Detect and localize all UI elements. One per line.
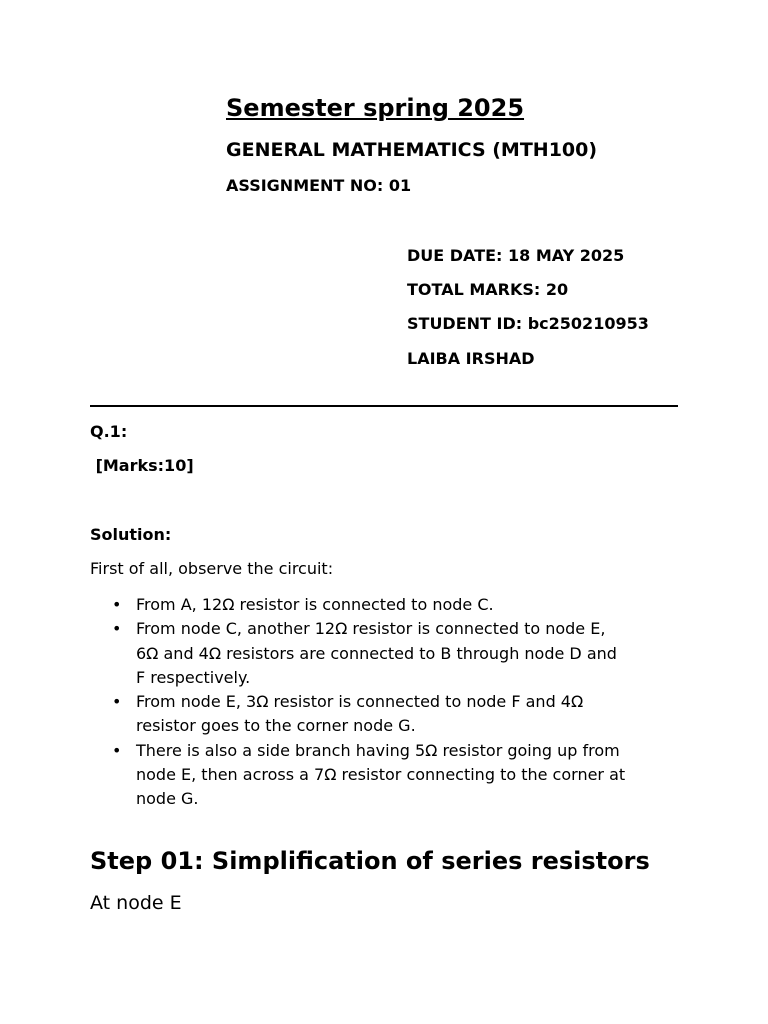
list-item-line: There is also a side branch having 5Ω resistor going up from <box>136 740 620 760</box>
bullet-icon: • <box>112 692 122 712</box>
list-item-line: node G. <box>136 789 199 809</box>
list-item <box>91 690 691 739</box>
total-marks: TOTAL MARKS: 20 <box>407 280 569 299</box>
list-item <box>91 593 691 617</box>
step-subheading: At node E <box>90 892 182 914</box>
list-item-line: node E, then across a 7Ω resistor connecting to the corner at <box>136 765 626 785</box>
question-marks: [Marks:10] <box>90 456 194 475</box>
due-date: DUE DATE: 18 MAY 2025 <box>407 246 625 265</box>
solution-heading: Solution: <box>90 525 172 544</box>
step-heading: Step 01: Simplification of series resistors <box>90 847 650 875</box>
list-item-line: From node E, 3Ω resistor is connected to node F and 4Ω <box>136 692 584 712</box>
question-label: Q.1: <box>90 422 128 441</box>
student-id: STUDENT ID: bc250210953 <box>407 314 649 333</box>
circuit-description-list <box>91 593 691 812</box>
solution-intro: First of all, observe the circuit: <box>90 559 334 578</box>
list-item <box>91 739 691 812</box>
horizontal-divider <box>90 405 678 407</box>
list-item-line: 6Ω and 4Ω resistors are connected to B through node D and <box>136 643 617 663</box>
bullet-icon: • <box>112 740 122 760</box>
bullet-icon: • <box>112 619 122 639</box>
list-item-line: From node C, another 12Ω resistor is connected to node E, <box>136 619 606 639</box>
list-item-line: resistor goes to the corner node G. <box>136 716 416 736</box>
list-item-line: F respectively. <box>136 667 251 687</box>
student-name: LAIBA IRSHAD <box>407 349 535 368</box>
bullet-icon: • <box>112 595 122 614</box>
document-title: Semester spring 2025 <box>226 94 525 122</box>
course-name: GENERAL MATHEMATICS (MTH100) <box>226 139 598 161</box>
assignment-number: ASSIGNMENT NO: 01 <box>226 176 412 195</box>
list-item <box>91 617 691 690</box>
list-item-line: From A, 12Ω resistor is connected to node C. <box>136 595 494 614</box>
